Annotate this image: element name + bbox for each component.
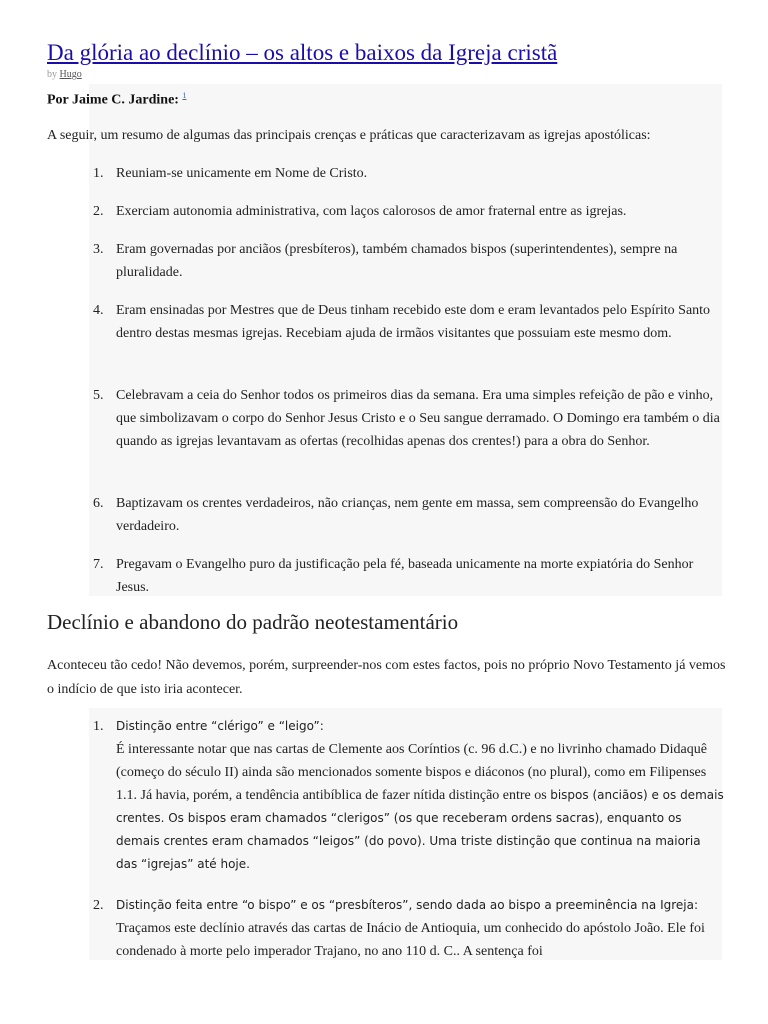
- footnote-ref[interactable]: 1: [182, 91, 187, 100]
- list-text: Exerciam autonomia administrativa, com laços calorosos de amor fraternal entre as igrejas.: [116, 204, 627, 219]
- list-text: [116, 894, 724, 963]
- article-title[interactable]: Da glória ao declínio – os altos e baixos da Igreja cristã: [47, 40, 558, 65]
- list-text: Pregavam o Evangelho puro da justificação pela fé, baseada unicamente na morte expiatória do Senhor Jesus.: [116, 557, 694, 595]
- list-number: 3.: [93, 242, 104, 257]
- list-text: Eram governadas por anciãos (presbíteros), também chamados bispos (superintendentes), sempre na pluralidade.: [116, 242, 678, 280]
- list-text: [116, 715, 724, 876]
- list-item-heading: Distinção entre “clérigo” e “leigo”:: [116, 719, 324, 733]
- list-item-heading: Distinção feita entre “o bispo” e os “presbíteros”, sendo dada ao bispo a preeminência na Igreja:: [116, 898, 699, 912]
- list-number: 1.: [93, 719, 104, 734]
- list-number: 2.: [93, 204, 104, 219]
- author-line: [47, 91, 186, 109]
- list-text: Reuniam-se unicamente em Nome de Cristo.: [116, 166, 368, 181]
- author-name: Por Jaime C. Jardine:: [47, 92, 179, 108]
- list-number: 7.: [93, 557, 104, 572]
- byline: [47, 69, 82, 80]
- list-text: Eram ensinadas por Mestres que de Deus tinham recebido este dom e eram levantados pelo Espírito Santo dentro destas mesmas igrejas. Recebiam ajuda de irmãos visitantes que possuiam este mesmo dom.: [116, 303, 711, 341]
- intro-paragraph: A seguir, um resumo de algumas das principais crenças e práticas que caracterizavam as igrejas apostólicas:: [47, 128, 651, 143]
- section-heading: Declínio e abandono do padrão neotestamentário: [47, 610, 459, 634]
- list-number: 4.: [93, 303, 104, 318]
- list-number: 2.: [93, 898, 104, 913]
- by-label: by: [47, 69, 57, 80]
- list-text: Celebravam a ceia do Senhor todos os primeiros dias da semana. Era uma simples refeição de pão e vinho, que simbolizavam o corpo do Senhor Jesus Cristo e o Seu sangue derramado. O Domingo era também o dia quando as igrejas levantavam as ofertas (recolhidas apenas dos crentes!) para a obra do Senhor.: [116, 388, 720, 449]
- list-item-body: Traçamos este declínio através das cartas de Inácio de Antioquia, um conhecido do apóstolo João. Ele foi condenado à morte pelo imperador Trajano, no ano 110 d. C.. A sentença foi: [116, 921, 705, 959]
- list-number: 5.: [93, 388, 104, 403]
- list-text: Baptizavam os crentes verdadeiros, não crianças, nem gente em massa, sem compreensão do Evangelho verdadeiro.: [116, 496, 699, 534]
- list-number: 1.: [93, 166, 104, 181]
- list-item-body: É interessante notar que nas cartas de Clemente aos Coríntios (c. 96 d.C.) e no livrinho chamado Didaquê (começo do século II) ainda são mencionados somente bispos e diáconos (no plural), como em Filipenses 1.1. Já havia, porém, a tendência antibíblica de fazer nítida distinção entre os: [116, 742, 707, 803]
- list-item-body-continued: bispos (anciãos) e os demais crentes. Os bispos eram chamados “clerigos” (os que receberam ordens sacras), enquanto os demais crentes eram chamados “leigos” (do povo). Uma triste distinção que continua na maioria das “igrejas” até hoje.: [116, 788, 724, 871]
- section-intro-paragraph: Aconteceu tão cedo! Não devemos, porém, surpreender-nos com estes factos, pois no próprio Novo Testamento já vemos o indício de que isto iria acontecer.: [47, 658, 726, 697]
- list-number: 6.: [93, 496, 104, 511]
- author-link[interactable]: Hugo: [59, 69, 82, 80]
